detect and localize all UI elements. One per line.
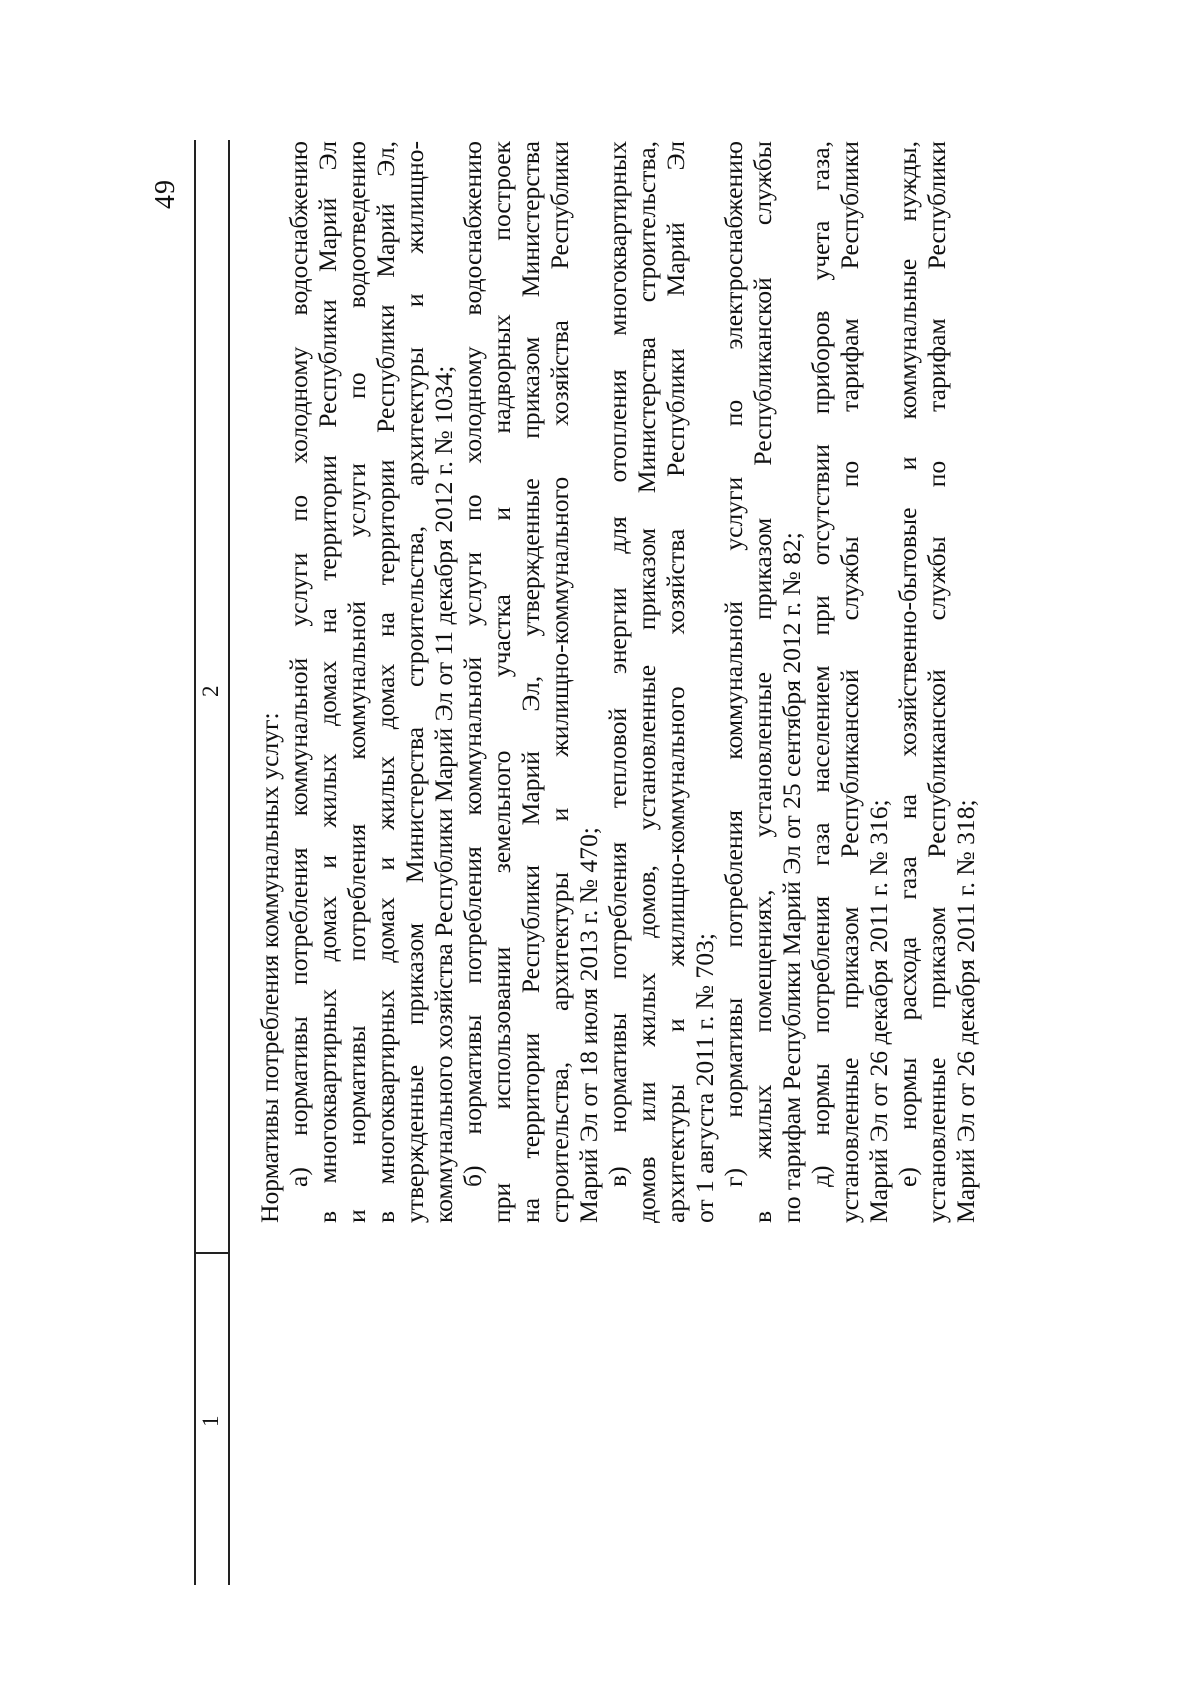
table-cell-text [255, 141, 980, 1223]
text-line: и нормативы потребления коммунальной услуги по водоотведению [342, 141, 371, 1223]
text-line: в многоквартирных домах и жилых домах на территории Республики Марий Эл, [371, 141, 400, 1223]
text-line: а) нормативы потребления коммунальной услуги по холодному водоснабжению [284, 141, 313, 1187]
text-line: коммунального хозяйства Республики Марий Эл от 11 декабря 2012 г. № 1034; [429, 365, 458, 1223]
table-header-separator [228, 140, 230, 1585]
text-line: строительства, архитектуры и жилищно-коммунального хозяйства Республики [545, 141, 574, 1223]
text-line: Марий Эл от 18 июля 2013 г. № 470; [574, 827, 603, 1223]
text-line: в жилых помещениях, установленные приказом Республиканской службы [748, 141, 777, 1223]
text-line: установленные приказом Республиканской службы по тарифам Республики [835, 141, 864, 1223]
text-line: утвержденные приказом Министерства строительства, архитектуры и жилищно- [400, 141, 429, 1223]
text-line: Марий Эл от 26 декабря 2011 г. № 316; [864, 799, 893, 1223]
text-line: е) нормы расхода газа на хозяйственно-бытовые и коммунальные нужды, [893, 141, 922, 1187]
text-line: при использовании земельного участка и надворных построек [487, 141, 516, 1223]
text-line: на территории Республики Марий Эл, утвержденные приказом Министерства [516, 141, 545, 1223]
text-line: от 1 августа 2011 г. № 703; [690, 933, 719, 1223]
text-line: Марий Эл от 26 декабря 2011 г. № 318; [951, 799, 980, 1223]
text-line: д) нормы потребления газа населением при отсутствии приборов учета газа, [806, 141, 835, 1187]
page-number: 49 [150, 179, 181, 209]
text-line: Нормативы потребления коммунальных услуг: [255, 712, 284, 1223]
text-line: г) нормативы потребления коммунальной услуги по электроснабжению [719, 141, 748, 1187]
text-line: в) нормативы потребления тепловой энергии для отопления многоквартирных [603, 141, 632, 1187]
table-top-border [194, 140, 196, 1585]
column-divider [194, 1253, 228, 1255]
text-line: по тарифам Республики Марий Эл от 25 сентября 2012 г. № 82; [777, 532, 806, 1223]
text-line: установленные приказом Республиканской службы по тарифам Республики [922, 141, 951, 1223]
text-line: б) нормативы потребления коммунальной услуги по холодному водоснабжению [458, 141, 487, 1187]
column-header-1: 1 [198, 1415, 223, 1427]
text-line: домов или жилых домов, установленные приказом Министерства строительства, [632, 141, 661, 1223]
text-line: архитектуры и жилищно-коммунального хозяйства Республики Марий Эл [661, 141, 690, 1223]
text-line: в многоквартирных домах и жилых домах на территории Республики Марий Эл [313, 141, 342, 1223]
column-header-2: 2 [198, 685, 223, 697]
